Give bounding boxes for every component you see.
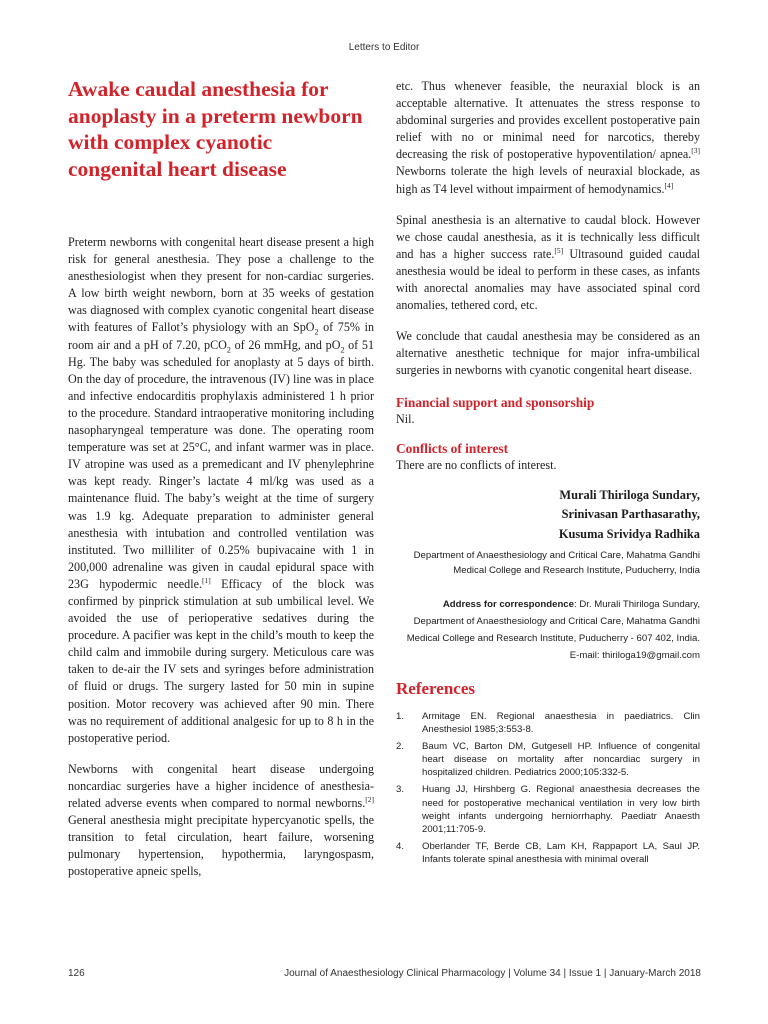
running-head: Letters to Editor [348, 42, 420, 53]
citation-2[interactable]: [2] [365, 794, 374, 804]
reference-item: 2. Baum VC, Barton DM, Gutgesell HP. Influence of congenital heart disease on mortality after noncardiac surgery in hospitalized children. Pediatrics 2000;105:332-5. [396, 741, 700, 779]
journal-footer: Journal of Anaesthesiology Clinical Pharmacology | Volume 34 | Issue 1 | January-March 2018 [284, 968, 701, 979]
citation-5[interactable]: [5] [554, 245, 564, 255]
reference-item: 3. Huang JJ, Hirshberg G. Regional anaesthesia decreases the need for postoperative mechanical ventilation in very low birth weight infants undergoing herniorrhaphy. Paediatr Anaesth 2001;11:705-9. [396, 784, 700, 835]
correspondence-label: Address for correspondence [442, 599, 574, 610]
references-heading: References [396, 679, 475, 698]
page-number: 126 [68, 968, 85, 979]
left-column [68, 234, 374, 894]
reference-item: 1. Armitage EN. Regional anaesthesia in paediatrics. Clin Anesthesiol 1985;3:553-8. [396, 711, 700, 736]
conflicts-heading: Conflicts of interest [396, 440, 509, 456]
financial-heading: Financial support and sponsorship [396, 394, 595, 410]
paragraph-discussion: Newborns with congenital heart disease undergoing noncardiac surgeries have a higher incidence of anesthesia-related adverse events when compared to normal newborns.[2] General anesthesia might precipitate hypercyanotic spells, the transition to fetal circulation, heart failure, worsening pulmonary hypertension, hypothermia, laryngospasm, postoperative apneic spells, [68, 761, 374, 879]
paragraph-case-report: Preterm newborns with congenital heart disease present a high risk for general anesthesia. They pose a challenge to the anesthesiologist when they present for non-cardiac surgeries. A low birth weight newborn, born at 35 weeks of gestation was diagnosed with complex cyanotic congenital heart disease with features of Fallot’s physiology with an SpO$_2$ of 75% in room air and a pH of 7.20, pCO$_2$ of 26 mmHg, and $pO_2$ of 51 Hg. The baby was scheduled for anoplasty at 5 days of birth. On the day of procedure, the intravenous (IV) line was in place and infective endocarditis prophylaxis administered 1 h prior to the procedure. Standard intraoperative monitoring including nasopharyngeal temperature was done. The operating room temperature was set at 25°C, and infant warmer was in place. IV atropine was used as a premedicant and IV phenylephrine was kept ready. Ringer’s lactate 4 ml/kg was used as a maintenance fluid. The baby’s weight at the time of surgery was 1.9 kg. Adequate preparation to administer general anesthesia with intubation and controlled ventilation was instituted. Two milliliter of 0.25% bupivacaine with 1 in 200,000 adrenaline was given in caudal epidural space with 23G hypodermic needle.[1] Efficacy of the block was confirmed by pinprick stimulation at sub umbilical level. We avoided the use of perioperative sedatives during the procedure. A pacifier was kept in the child’s mouth to keep the child calm and immobile during surgery. Meticulous care was taken to de-air the IV sets and syringes before administration of fluid or drugs. The surgery lasted for 50 min in supine position. Motor recovery was achieved after 90 min. There was no requirement of additional analgesic for up to 8 h in the postoperative period. [68, 235, 375, 745]
paragraph-spinal: Spinal anesthesia is an alternative to caudal block. However we chose caudal anesthesia, as it is technically less difficult and has a higher success rate.[5] Ultrasound guided caudal anesthesia would be ideal to perform in these cases, as infants with anorectal anomalies may have associated spinal cord anomalies, tethered cord, etc. [396, 212, 700, 313]
right-column [396, 78, 700, 870]
citation-1[interactable]: [1] [201, 575, 211, 585]
correspondence: Address for correspondence: Dr. Murali Thiriloga Sundary, Department of Anaesthesiology and Critical Care, Mahatma Gandhi Medical College and Research Institute, Puducherry - 607 402, India. E-mail: thiriloga19@gmail.com [396, 596, 700, 664]
paragraph-discussion-continued: etc. Thus whenever feasible, the neuraxial block is an acceptable alternative. It attenuates the stress response to abdominal surgeries and provides excellent postoperative pain relief with no or minimal need for narcotics, thereby decreasing the risk of postoperative hypoventilation/ apnea.[3] Newborns tolerate the high levels of neuraxial blockade, as high as T4 level without impairment of hemodynamics.[4] [396, 79, 700, 196]
financial-text: Nil. [396, 411, 415, 426]
citation-3[interactable]: [3] [691, 146, 700, 156]
article-title: Awake caudal anesthesia for anoplasty in a preterm newborn with complex cyanotic congenital heart disease [68, 77, 363, 181]
reference-list [396, 710, 700, 866]
affiliation: Department of Anaesthesiology and Critical Care, Mahatma Gandhi Medical College and Research Institute, Puducherry, India [413, 550, 700, 576]
author-list [396, 486, 700, 545]
correspondence-email[interactable]: E-mail: thiriloga19@gmail.com [569, 650, 700, 661]
paragraph-conclusion: We conclude that caudal anesthesia may be considered as an alternative anesthetic technique for major infra-umbilical surgeries in newborns with cyanotic congenital heart disease. [396, 329, 700, 378]
citation-4[interactable]: [4] [664, 180, 674, 190]
author-name: Kusuma Srividya Radhika [558, 526, 700, 541]
author-name: Murali Thiriloga Sundary, [559, 487, 700, 502]
conflicts-text: There are no conflicts of interest. [396, 457, 557, 472]
reference-item: 4. Oberlander TF, Berde CB, Lam KH, Rappaport LA, Saul JP. Infants tolerate spinal anesthesia with minimal overall [396, 840, 700, 865]
author-name: Srinivasan Parthasarathy, [561, 507, 700, 521]
